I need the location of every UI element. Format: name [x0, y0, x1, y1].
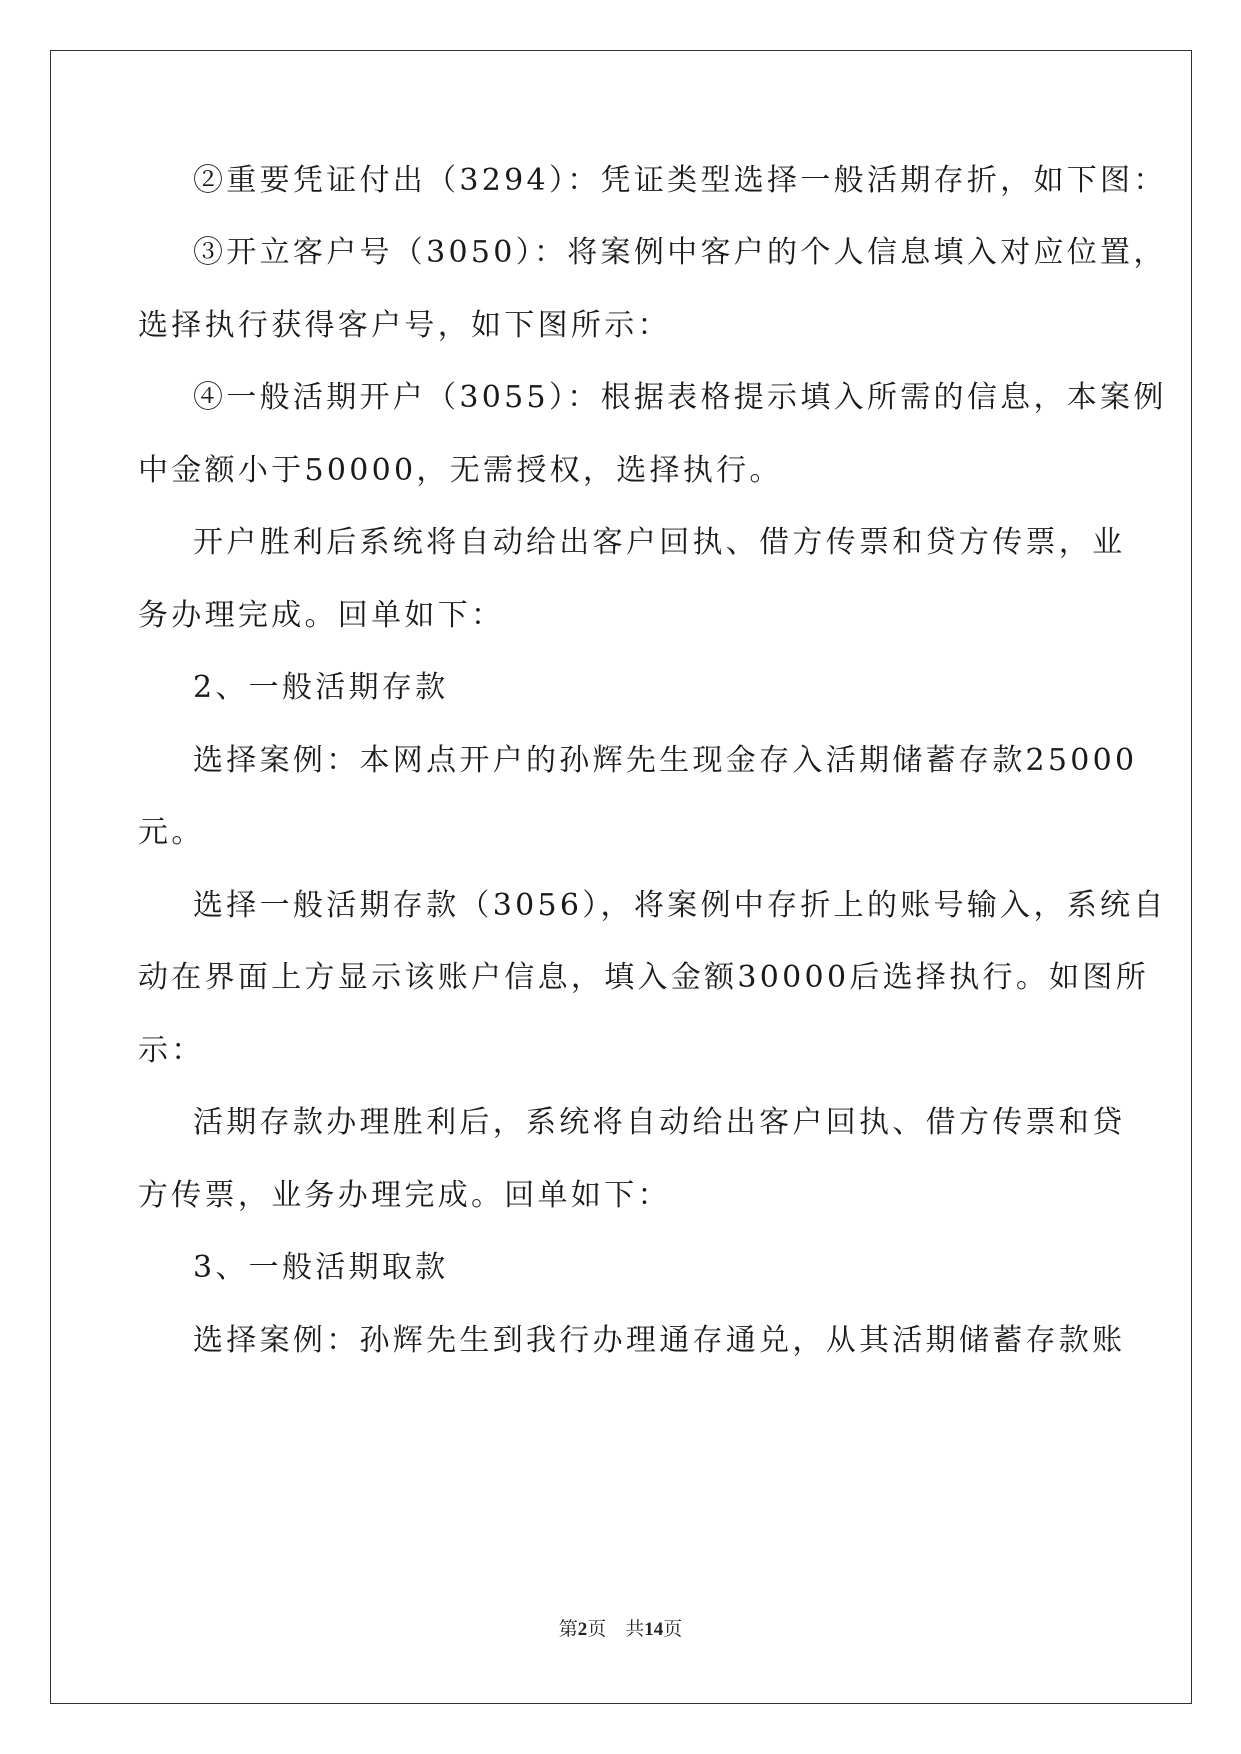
paragraph-line: 元。	[138, 815, 205, 850]
footer-suffix: 页	[663, 1619, 683, 1640]
footer-mid: 页 共	[587, 1619, 645, 1640]
paragraph-line: 开户胜利后系统将自动给出客户回执、借方传票和贷方传票，业	[193, 525, 1126, 560]
paragraph-line: 动在界面上方显示该账户信息，填入金额30000后选择执行。如图所	[138, 960, 1150, 995]
paragraph-line: 方传票，业务办理完成。回单如下：	[138, 1178, 671, 1213]
paragraph-line: 选择案例：本网点开户的孙辉先生现金存入活期储蓄存款25000	[193, 743, 1138, 778]
page-border	[50, 50, 1192, 1704]
section-heading: 2、一般活期存款	[193, 670, 449, 705]
footer-prefix: 第	[558, 1619, 578, 1640]
paragraph-line: 示：	[138, 1033, 205, 1068]
paragraph-line: 活期存款办理胜利后，系统将自动给出客户回执、借方传票和贷	[193, 1105, 1126, 1140]
page-footer	[0, 1614, 1241, 1641]
paragraph-line: ②重要凭证付出（3294）：凭证类型选择一般活期存折，如下图：	[193, 163, 1167, 198]
paragraph-line: 中金额小于50000，无需授权，选择执行。	[138, 453, 783, 488]
paragraph-line: 选择一般活期存款（3056），将案例中存折上的账号输入，系统自	[193, 888, 1167, 923]
paragraph-line: ③开立客户号（3050）：将案例中客户的个人信息填入对应位置，	[193, 235, 1167, 270]
section-heading: 3、一般活期取款	[193, 1250, 449, 1285]
paragraph-line: 选择案例：孙辉先生到我行办理通存通兑，从其活期储蓄存款账	[193, 1323, 1126, 1358]
current-page-number: 2	[577, 1619, 588, 1640]
paragraph-line: 务办理完成。回单如下：	[138, 598, 505, 633]
paragraph-line: 选择执行获得客户号，如下图所示：	[138, 308, 671, 343]
paragraph-line: ④一般活期开户（3055）：根据表格提示填入所需的信息，本案例	[193, 380, 1167, 415]
total-page-count: 14	[644, 1619, 664, 1640]
